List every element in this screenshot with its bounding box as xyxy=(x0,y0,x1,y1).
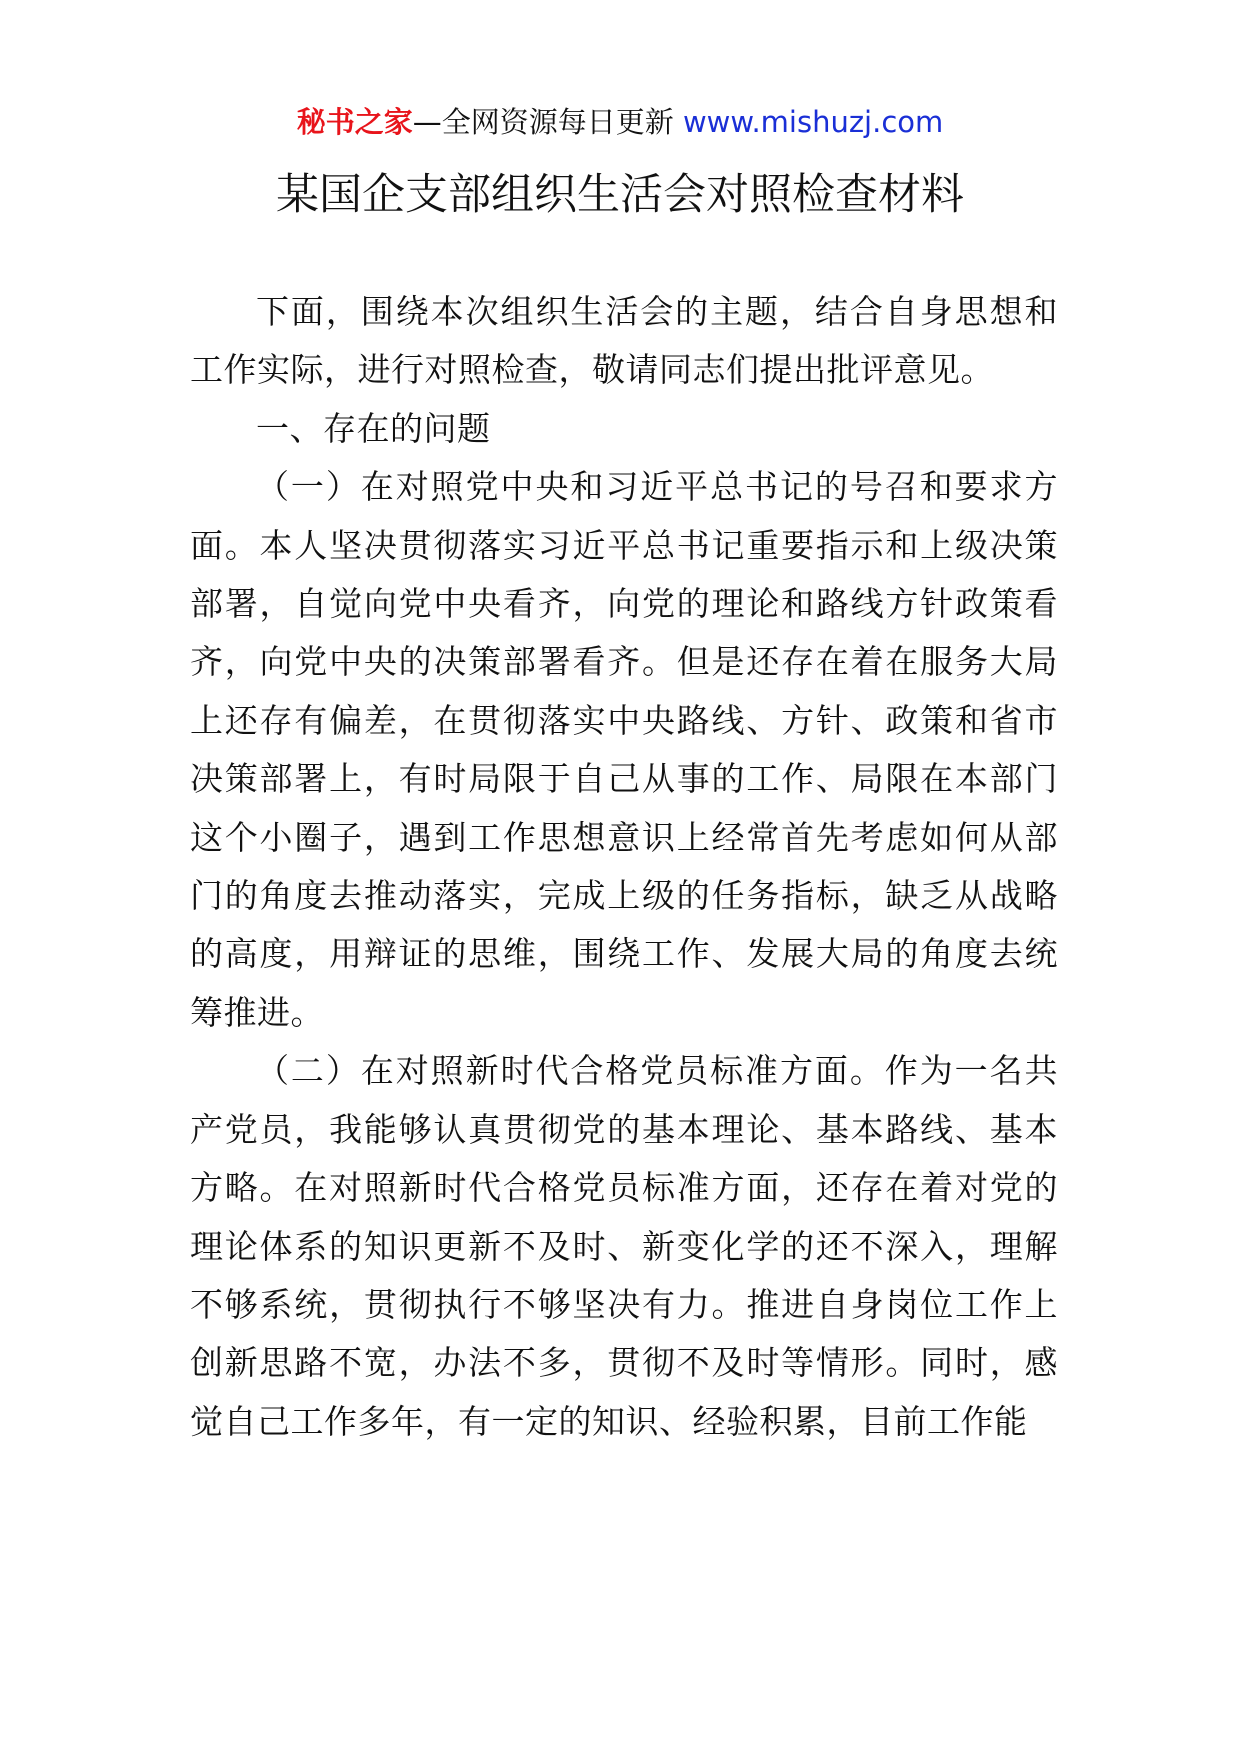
paragraph-qualified-member-standard: （二）在对照新时代合格党员标准方面。作为一名共产党员，我能够认真贯彻党的基本理论、基本路线、基本方略。在对照新时代合格党员标准方面，还存在着对党的理论体系的知识更新不及时、新变化学的还不深入，理解不够系统，贯彻执行不够坚决有力。推进自身岗位工作上创新思路不宽，办法不多，贯彻不及时等情形。同时，感觉自己工作多年，有一定的知识、经验积累，目前工作能 xyxy=(190,1051,1058,1441)
header-slogan: —全网资源每日更新 xyxy=(412,105,683,139)
document-title: 某国企支部组织生活会对照检查材料 xyxy=(276,170,964,220)
section-heading-problems: 一、存在的问题 xyxy=(256,408,491,448)
paragraph-party-central-requirements: （一）在对照党中央和习近平总书记的号召和要求方面。本人坚决贯彻落实习近平总书记重要指示和上级决策部署，自觉向党中央看齐，向党的理论和路线方针政策看齐，向党中央的决策部署看齐。但是还存在着在服务大局上还存有偏差，在贯彻落实中央路线、方针、政策和省市决策部署上，有时局限于自己从事的工作、局限在本部门这个小圈子，遇到工作思想意识上经常首先考虑如何从部门的角度去推动落实，完成上级的任务指标，缺乏从战略的高度，用辩证的思维，围绕工作、发展大局的角度去统筹推进。 xyxy=(190,467,1058,1032)
document-body xyxy=(190,283,1058,1451)
intro-paragraph: 下面，围绕本次组织生活会的主题，结合自身思想和工作实际，进行对照检查，敬请同志们提出批评意见。 xyxy=(190,292,1058,390)
site-url-link[interactable]: www.mishuzj.com xyxy=(682,105,944,139)
site-header xyxy=(0,100,1240,144)
brand-name: 秘书之家 xyxy=(296,105,413,139)
